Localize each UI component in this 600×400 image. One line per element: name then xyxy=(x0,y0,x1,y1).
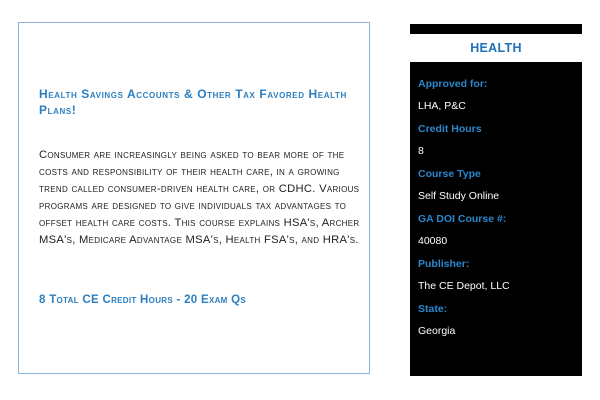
credit-hours-label: Credit Hours xyxy=(418,123,482,135)
course-description: Consumer are increasingly being asked to bear more of the costs and responsibility of their health care, in a growing trend called consumer-driven health care, or CDHC. Various programs are designed to give individuals tax advantages to offset health care costs. This course explains HSA's, Archer MSA's, Medicare Advantage MSA's, Health FSA's, and HRA's. xyxy=(39,149,360,246)
panel-top-bar xyxy=(410,24,582,34)
course-card xyxy=(18,22,370,374)
publisher-label: Publisher: xyxy=(418,258,470,270)
credit-hours-value: 8 xyxy=(418,145,424,157)
state-value: Georgia xyxy=(418,325,456,337)
course-title: Health Savings Accounts & Other Tax Favored Health Plans! xyxy=(39,87,347,117)
panel-heading: HEALTH xyxy=(410,34,582,62)
approved-for-value: LHA, P&C xyxy=(418,100,466,112)
course-number-label: GA DOI Course #: xyxy=(418,213,507,225)
approved-for-label: Approved for: xyxy=(418,78,488,90)
course-type-value: Self Study Online xyxy=(418,190,500,202)
course-number-value: 40080 xyxy=(418,235,448,247)
course-details-panel xyxy=(410,62,582,376)
course-type-label: Course Type xyxy=(418,168,481,180)
publisher-value: The CE Depot, LLC xyxy=(418,280,510,292)
course-credit-summary: 8 Total CE Credit Hours - 20 Exam Qs xyxy=(39,294,247,306)
state-label: State: xyxy=(418,303,448,315)
